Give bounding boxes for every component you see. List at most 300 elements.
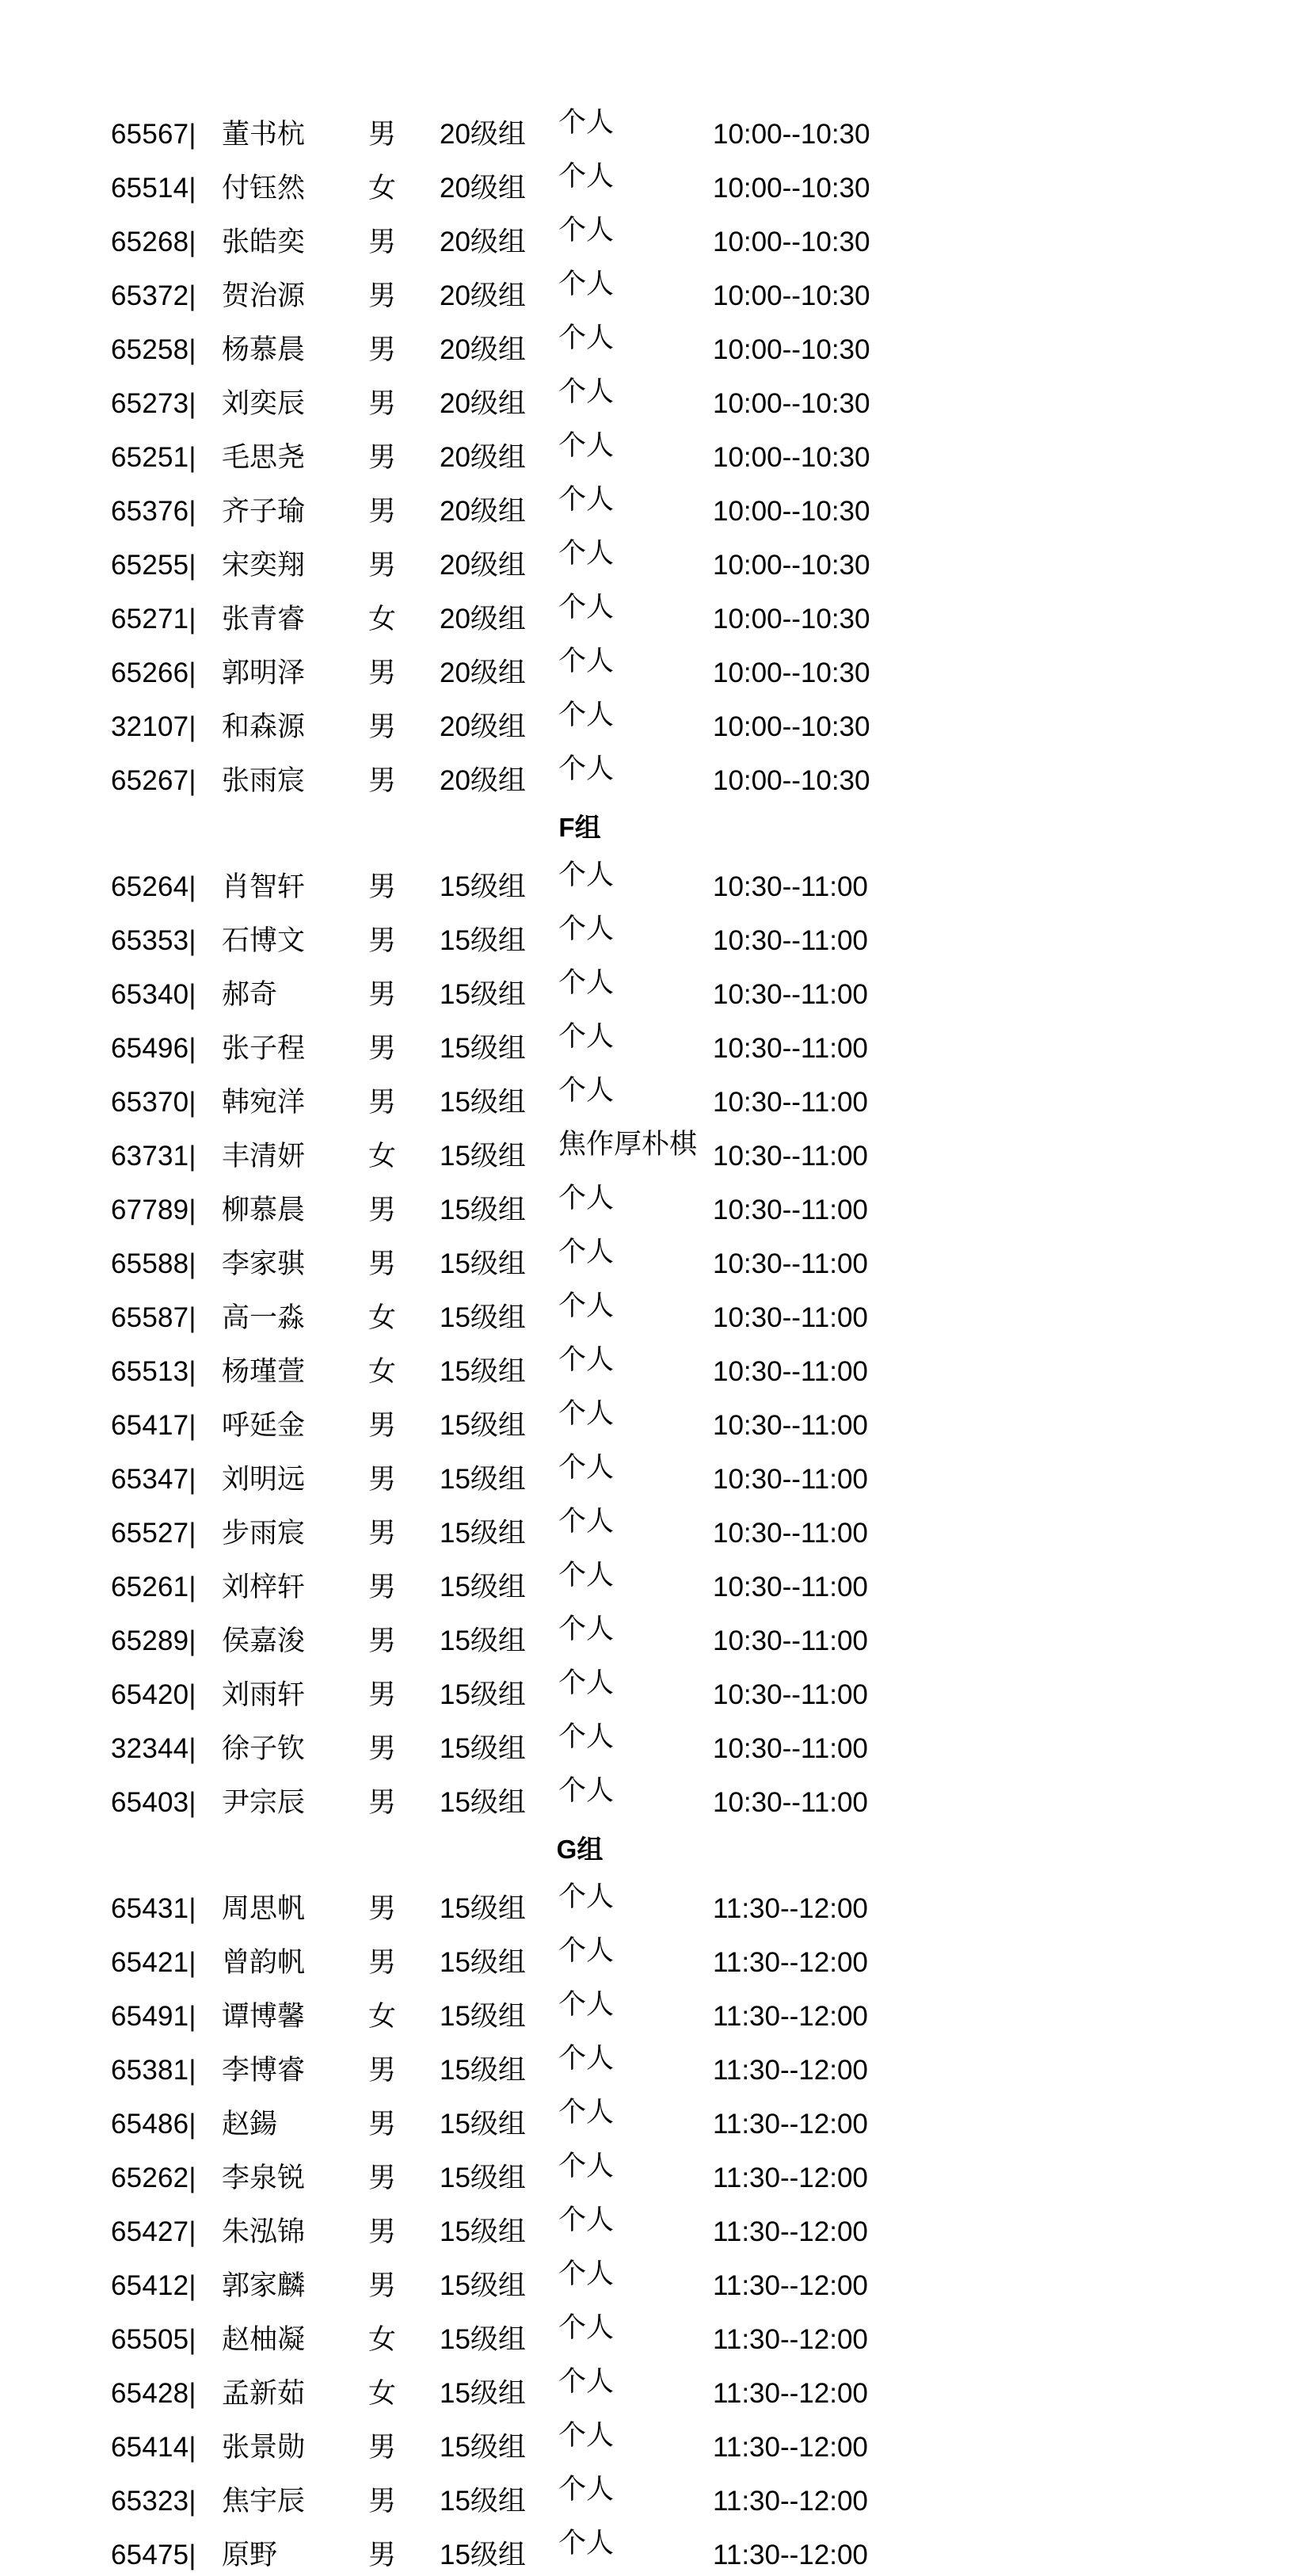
player-gender: 男	[368, 1893, 397, 1924]
player-kind	[558, 1177, 713, 1231]
player-time: 10:30--11:00	[713, 1356, 868, 1387]
player-name	[222, 2145, 368, 2199]
table-row	[0, 1339, 1310, 1393]
player-level: 15级组	[440, 2109, 526, 2140]
player-gender: 女	[368, 2324, 397, 2355]
player-level: 20级组	[440, 711, 526, 742]
player-level: 20级组	[440, 657, 526, 688]
player-id: 65261|	[111, 1572, 196, 1602]
player-name	[222, 263, 368, 317]
player-level: 15级组	[440, 871, 526, 902]
player-level: 15级组	[440, 1087, 526, 1118]
player-name-text: 谭博馨	[222, 2001, 306, 2032]
player-name	[222, 1016, 368, 1069]
player-gender: 男	[368, 2486, 397, 2517]
player-time: 11:30--12:00	[713, 2109, 868, 2140]
player-level: 15级组	[440, 2324, 526, 2355]
player-kind-text: 个人	[558, 2366, 615, 2397]
player-time: 10:30--11:00	[713, 1787, 868, 1818]
player-name-text: 徐子钦	[222, 1733, 306, 1764]
player-id: 65251|	[111, 442, 196, 473]
player-level: 20级组	[440, 280, 526, 311]
player-name-text: 毛思尧	[222, 442, 306, 473]
player-level: 15级组	[440, 2055, 526, 2086]
player-name	[222, 1069, 368, 1123]
player-kind	[558, 2253, 713, 2307]
player-name-text: 张皓奕	[222, 227, 306, 257]
player-kind-text: 个人	[558, 430, 615, 461]
player-time: 10:00--10:30	[713, 442, 870, 473]
player-level: 15级组	[440, 1464, 526, 1495]
player-id: 65255|	[111, 550, 196, 581]
player-level: 20级组	[440, 119, 526, 150]
player-id: 65266|	[111, 657, 196, 688]
player-name-text: 贺治源	[222, 280, 306, 311]
table-row	[0, 2091, 1310, 2145]
player-level: 15级组	[440, 1356, 526, 1387]
table-row	[0, 101, 1310, 155]
player-kind	[558, 586, 713, 640]
player-time: 10:00--10:30	[713, 604, 870, 634]
player-gender: 女	[368, 1356, 397, 1387]
player-time: 10:30--11:00	[713, 1518, 868, 1549]
player-gender: 男	[368, 1464, 397, 1495]
player-name-text: 孟新茹	[222, 2378, 306, 2409]
player-name-text: 肖智轩	[222, 871, 306, 902]
table-row	[0, 2522, 1310, 2576]
player-kind-text: 个人	[558, 376, 615, 407]
player-name	[222, 1123, 368, 1177]
player-name	[222, 1930, 368, 1983]
table-row	[0, 478, 1310, 532]
player-kind	[558, 1554, 713, 1608]
player-kind	[558, 1983, 713, 2037]
player-level: 20级组	[440, 604, 526, 634]
player-kind-text: 个人	[558, 699, 615, 730]
player-time: 10:30--11:00	[713, 1033, 868, 1064]
table-row	[0, 2145, 1310, 2199]
player-level: 15级组	[440, 1679, 526, 1710]
player-time: 10:00--10:30	[713, 388, 870, 419]
player-kind	[558, 2522, 713, 2576]
player-gender: 男	[368, 2432, 397, 2463]
player-gender: 男	[368, 442, 397, 473]
player-kind	[558, 908, 713, 962]
player-time: 10:30--11:00	[713, 1302, 868, 1333]
player-kind-text: 个人	[558, 2420, 615, 2451]
player-id: 65262|	[111, 2163, 196, 2193]
player-name-text: 赵柚凝	[222, 2324, 306, 2355]
player-time: 10:30--11:00	[713, 1410, 868, 1441]
player-gender: 男	[368, 1410, 397, 1441]
player-name	[222, 2414, 368, 2468]
player-name	[222, 1554, 368, 1608]
roster-table	[0, 101, 1310, 2576]
table-row	[0, 1500, 1310, 1554]
player-name-text: 刘梓轩	[222, 1572, 306, 1602]
table-row	[0, 2199, 1310, 2253]
player-name	[222, 1608, 368, 1662]
player-level: 20级组	[440, 173, 526, 204]
player-kind-text: 个人	[558, 1775, 615, 1806]
player-name	[222, 586, 368, 640]
player-name-text: 周思帆	[222, 1893, 306, 1924]
table-row	[0, 2307, 1310, 2361]
player-kind	[558, 1500, 713, 1554]
player-kind-text: 焦作厚朴棋	[558, 1129, 698, 1160]
player-level: 15级组	[440, 2378, 526, 2409]
player-id: 65421|	[111, 1947, 196, 1978]
player-time: 11:30--12:00	[713, 2001, 868, 2032]
table-row	[0, 694, 1310, 748]
player-kind	[558, 2145, 713, 2199]
player-level: 15级组	[440, 1572, 526, 1602]
player-time: 10:30--11:00	[713, 1572, 868, 1602]
player-kind-text: 个人	[558, 1506, 615, 1537]
table-row	[0, 1393, 1310, 1446]
player-gender: 男	[368, 1787, 397, 1818]
player-level: 15级组	[440, 1947, 526, 1978]
table-row	[0, 532, 1310, 586]
player-name-text: 尹宗辰	[222, 1787, 306, 1818]
player-name	[222, 371, 368, 425]
player-name-text: 朱泓锦	[222, 2216, 306, 2247]
player-name	[222, 694, 368, 748]
player-name-text: 石博文	[222, 925, 306, 956]
player-time: 10:00--10:30	[713, 711, 870, 742]
player-kind	[558, 2468, 713, 2522]
table-row	[0, 1231, 1310, 1285]
player-gender: 男	[368, 979, 397, 1010]
player-name-text: 和森源	[222, 711, 306, 742]
player-name	[222, 1770, 368, 1823]
player-kind-text: 个人	[558, 2312, 615, 2343]
player-id: 32107|	[111, 711, 196, 742]
table-row	[0, 1069, 1310, 1123]
player-gender: 男	[368, 496, 397, 527]
player-id: 65340|	[111, 979, 196, 1010]
player-id: 65273|	[111, 388, 196, 419]
player-time: 10:30--11:00	[713, 1464, 868, 1495]
player-kind	[558, 1016, 713, 1069]
player-time: 11:30--12:00	[713, 2324, 868, 2355]
player-gender: 男	[368, 1625, 397, 1656]
player-level: 20级组	[440, 442, 526, 473]
player-time: 11:30--12:00	[713, 2540, 868, 2570]
player-name	[222, 2091, 368, 2145]
player-gender: 男	[368, 119, 397, 150]
group-header-row	[0, 802, 1310, 854]
player-kind	[558, 854, 713, 908]
player-kind	[558, 1716, 713, 1770]
player-time: 10:30--11:00	[713, 1733, 868, 1764]
player-gender: 女	[368, 604, 397, 634]
player-name-text: 呼延金	[222, 1410, 306, 1441]
player-kind-text: 个人	[558, 1560, 615, 1591]
table-row	[0, 425, 1310, 478]
player-gender: 男	[368, 2109, 397, 2140]
player-kind	[558, 1876, 713, 1930]
player-kind	[558, 694, 713, 748]
player-gender: 男	[368, 765, 397, 796]
player-level: 20级组	[440, 227, 526, 257]
player-id: 65486|	[111, 2109, 196, 2140]
player-id: 65376|	[111, 496, 196, 527]
player-name	[222, 2253, 368, 2307]
player-kind-text: 个人	[558, 1614, 615, 1644]
player-gender: 男	[368, 334, 397, 365]
player-kind-text: 个人	[558, 1721, 615, 1752]
player-name-text: 步雨宸	[222, 1518, 306, 1549]
player-id: 65271|	[111, 604, 196, 634]
player-time: 11:30--12:00	[713, 2378, 868, 2409]
player-id: 65527|	[111, 1518, 196, 1549]
table-row	[0, 1608, 1310, 1662]
player-gender: 女	[368, 2001, 397, 2032]
player-gender: 男	[368, 1679, 397, 1710]
player-kind-text: 个人	[558, 269, 615, 299]
player-id: 65268|	[111, 227, 196, 257]
table-row	[0, 1930, 1310, 1983]
player-gender: 男	[368, 2270, 397, 2301]
player-kind-text: 个人	[558, 2528, 615, 2559]
player-name	[222, 1876, 368, 1930]
table-row	[0, 962, 1310, 1016]
player-name-text: 齐子瑜	[222, 496, 306, 527]
player-kind-text: 个人	[558, 967, 615, 998]
player-id: 65420|	[111, 1679, 196, 1710]
player-time: 11:30--12:00	[713, 1947, 868, 1978]
player-id: 65505|	[111, 2324, 196, 2355]
player-level: 15级组	[440, 2163, 526, 2193]
player-time: 11:30--12:00	[713, 2486, 868, 2517]
table-row	[0, 748, 1310, 802]
player-kind	[558, 962, 713, 1016]
player-kind	[558, 478, 713, 532]
player-kind	[558, 748, 713, 802]
table-row	[0, 1983, 1310, 2037]
player-name	[222, 1662, 368, 1716]
player-name	[222, 1393, 368, 1446]
player-kind	[558, 1662, 713, 1716]
player-name	[222, 1446, 368, 1500]
player-kind	[558, 1285, 713, 1339]
table-row	[0, 1285, 1310, 1339]
player-name	[222, 425, 368, 478]
player-gender: 男	[368, 2163, 397, 2193]
table-row	[0, 2361, 1310, 2414]
player-time: 10:00--10:30	[713, 765, 870, 796]
player-kind	[558, 1069, 713, 1123]
player-name	[222, 962, 368, 1016]
player-kind	[558, 371, 713, 425]
player-id: 65264|	[111, 871, 196, 902]
player-kind-text: 个人	[558, 646, 615, 676]
table-row	[0, 1177, 1310, 1231]
player-name	[222, 1500, 368, 1554]
player-name	[222, 1285, 368, 1339]
player-name-text: 张子程	[222, 1033, 306, 1064]
player-gender: 男	[368, 1572, 397, 1602]
player-name	[222, 1716, 368, 1770]
player-name-text: 李家骐	[222, 1248, 306, 1279]
player-kind-text: 个人	[558, 107, 615, 138]
player-id: 65412|	[111, 2270, 196, 2301]
player-name	[222, 2037, 368, 2091]
player-name	[222, 209, 368, 263]
player-name-text: 刘奕辰	[222, 388, 306, 419]
player-id: 65381|	[111, 2055, 196, 2086]
player-name-text: 刘雨轩	[222, 1679, 306, 1710]
table-row	[0, 209, 1310, 263]
player-kind-text: 个人	[558, 592, 615, 623]
player-kind-text: 个人	[558, 1881, 615, 1912]
player-name	[222, 2307, 368, 2361]
table-row	[0, 1554, 1310, 1608]
player-id: 65588|	[111, 1248, 196, 1279]
table-row	[0, 155, 1310, 209]
player-name	[222, 2361, 368, 2414]
player-kind	[558, 2037, 713, 2091]
table-row	[0, 854, 1310, 908]
player-gender: 男	[368, 2540, 397, 2570]
player-gender: 女	[368, 1141, 397, 1172]
player-name	[222, 1339, 368, 1393]
player-kind	[558, 1608, 713, 1662]
player-kind	[558, 1446, 713, 1500]
table-row	[0, 2414, 1310, 2468]
group-header-row	[0, 1823, 1310, 1876]
player-kind	[558, 1339, 713, 1393]
player-name	[222, 1983, 368, 2037]
player-gender: 男	[368, 657, 397, 688]
player-id: 65417|	[111, 1410, 196, 1441]
player-name-text: 原野	[222, 2540, 278, 2570]
player-level: 15级组	[440, 1625, 526, 1656]
player-name-text: 杨瑾萱	[222, 1356, 306, 1387]
player-kind-text: 个人	[558, 913, 615, 944]
player-level: 15级组	[440, 2216, 526, 2247]
player-name-text: 焦宇辰	[222, 2486, 306, 2517]
player-gender: 男	[368, 925, 397, 956]
player-kind	[558, 532, 713, 586]
group-label: G组	[556, 1835, 604, 1864]
player-gender: 男	[368, 1087, 397, 1118]
player-time: 10:30--11:00	[713, 979, 868, 1010]
player-kind	[558, 2361, 713, 2414]
player-name-text: 张雨宸	[222, 765, 306, 796]
player-level: 20级组	[440, 496, 526, 527]
table-row	[0, 1446, 1310, 1500]
player-id: 63731|	[111, 1141, 196, 1172]
player-gender: 男	[368, 1947, 397, 1978]
table-row	[0, 640, 1310, 694]
player-id: 67789|	[111, 1195, 196, 1225]
player-time: 11:30--12:00	[713, 2432, 868, 2463]
player-time: 11:30--12:00	[713, 2216, 868, 2247]
player-level: 15级组	[440, 1733, 526, 1764]
player-time: 10:30--11:00	[713, 1141, 868, 1172]
player-level: 15级组	[440, 1033, 526, 1064]
player-kind-text: 个人	[558, 753, 615, 784]
player-id: 65289|	[111, 1625, 196, 1656]
player-gender: 男	[368, 550, 397, 581]
player-time: 10:30--11:00	[713, 1625, 868, 1656]
player-id: 65403|	[111, 1787, 196, 1818]
group-label: F组	[558, 813, 601, 842]
player-time: 10:00--10:30	[713, 227, 870, 257]
player-id: 65427|	[111, 2216, 196, 2247]
player-name-text: 张景勋	[222, 2432, 306, 2463]
player-gender: 男	[368, 1733, 397, 1764]
player-gender: 男	[368, 2055, 397, 2086]
player-time: 10:00--10:30	[713, 657, 870, 688]
player-kind	[558, 1231, 713, 1285]
table-row	[0, 317, 1310, 371]
player-name	[222, 748, 368, 802]
player-kind-text: 个人	[558, 1290, 615, 1321]
table-row	[0, 2037, 1310, 2091]
player-name	[222, 155, 368, 209]
player-gender: 男	[368, 388, 397, 419]
player-kind-text: 个人	[558, 2097, 615, 2128]
player-name-text: 付钰然	[222, 173, 306, 204]
player-kind-text: 个人	[558, 2151, 615, 2182]
player-id: 65567|	[111, 119, 196, 150]
player-gender: 男	[368, 711, 397, 742]
player-name-text: 刘明远	[222, 1464, 306, 1495]
player-id: 65414|	[111, 2432, 196, 2463]
player-name	[222, 478, 368, 532]
player-kind	[558, 2414, 713, 2468]
player-level: 15级组	[440, 2270, 526, 2301]
player-time: 10:00--10:30	[713, 550, 870, 581]
player-level: 15级组	[440, 2432, 526, 2463]
player-gender: 男	[368, 1518, 397, 1549]
player-time: 11:30--12:00	[713, 2055, 868, 2086]
player-time: 10:30--11:00	[713, 871, 868, 902]
player-time: 11:30--12:00	[713, 2163, 868, 2193]
player-kind-text: 个人	[558, 484, 615, 515]
table-row	[0, 1662, 1310, 1716]
player-level: 15级组	[440, 1787, 526, 1818]
player-name	[222, 1231, 368, 1285]
table-row	[0, 586, 1310, 640]
player-name-text: 郭家麟	[222, 2270, 306, 2301]
player-name-text: 曾韵帆	[222, 1947, 306, 1978]
player-kind-text: 个人	[558, 859, 615, 890]
player-kind-text: 个人	[558, 1237, 615, 1267]
roster-table-body	[0, 101, 1310, 2576]
player-name-text: 丰清妍	[222, 1141, 306, 1172]
player-kind-text: 个人	[558, 1183, 615, 1214]
player-kind-text: 个人	[558, 1667, 615, 1698]
player-level: 15级组	[440, 2001, 526, 2032]
player-id: 65370|	[111, 1087, 196, 1118]
player-time: 10:30--11:00	[713, 925, 868, 956]
player-kind-text: 个人	[558, 1075, 615, 1106]
player-name-text: 郭明泽	[222, 657, 306, 688]
player-level: 20级组	[440, 765, 526, 796]
player-name-text: 侯嘉浚	[222, 1625, 306, 1656]
player-gender: 女	[368, 1302, 397, 1333]
player-id: 65431|	[111, 1893, 196, 1924]
player-kind	[558, 263, 713, 317]
player-name-text: 韩宛洋	[222, 1087, 306, 1118]
player-kind	[558, 2307, 713, 2361]
table-row	[0, 263, 1310, 317]
player-level: 15级组	[440, 1410, 526, 1441]
